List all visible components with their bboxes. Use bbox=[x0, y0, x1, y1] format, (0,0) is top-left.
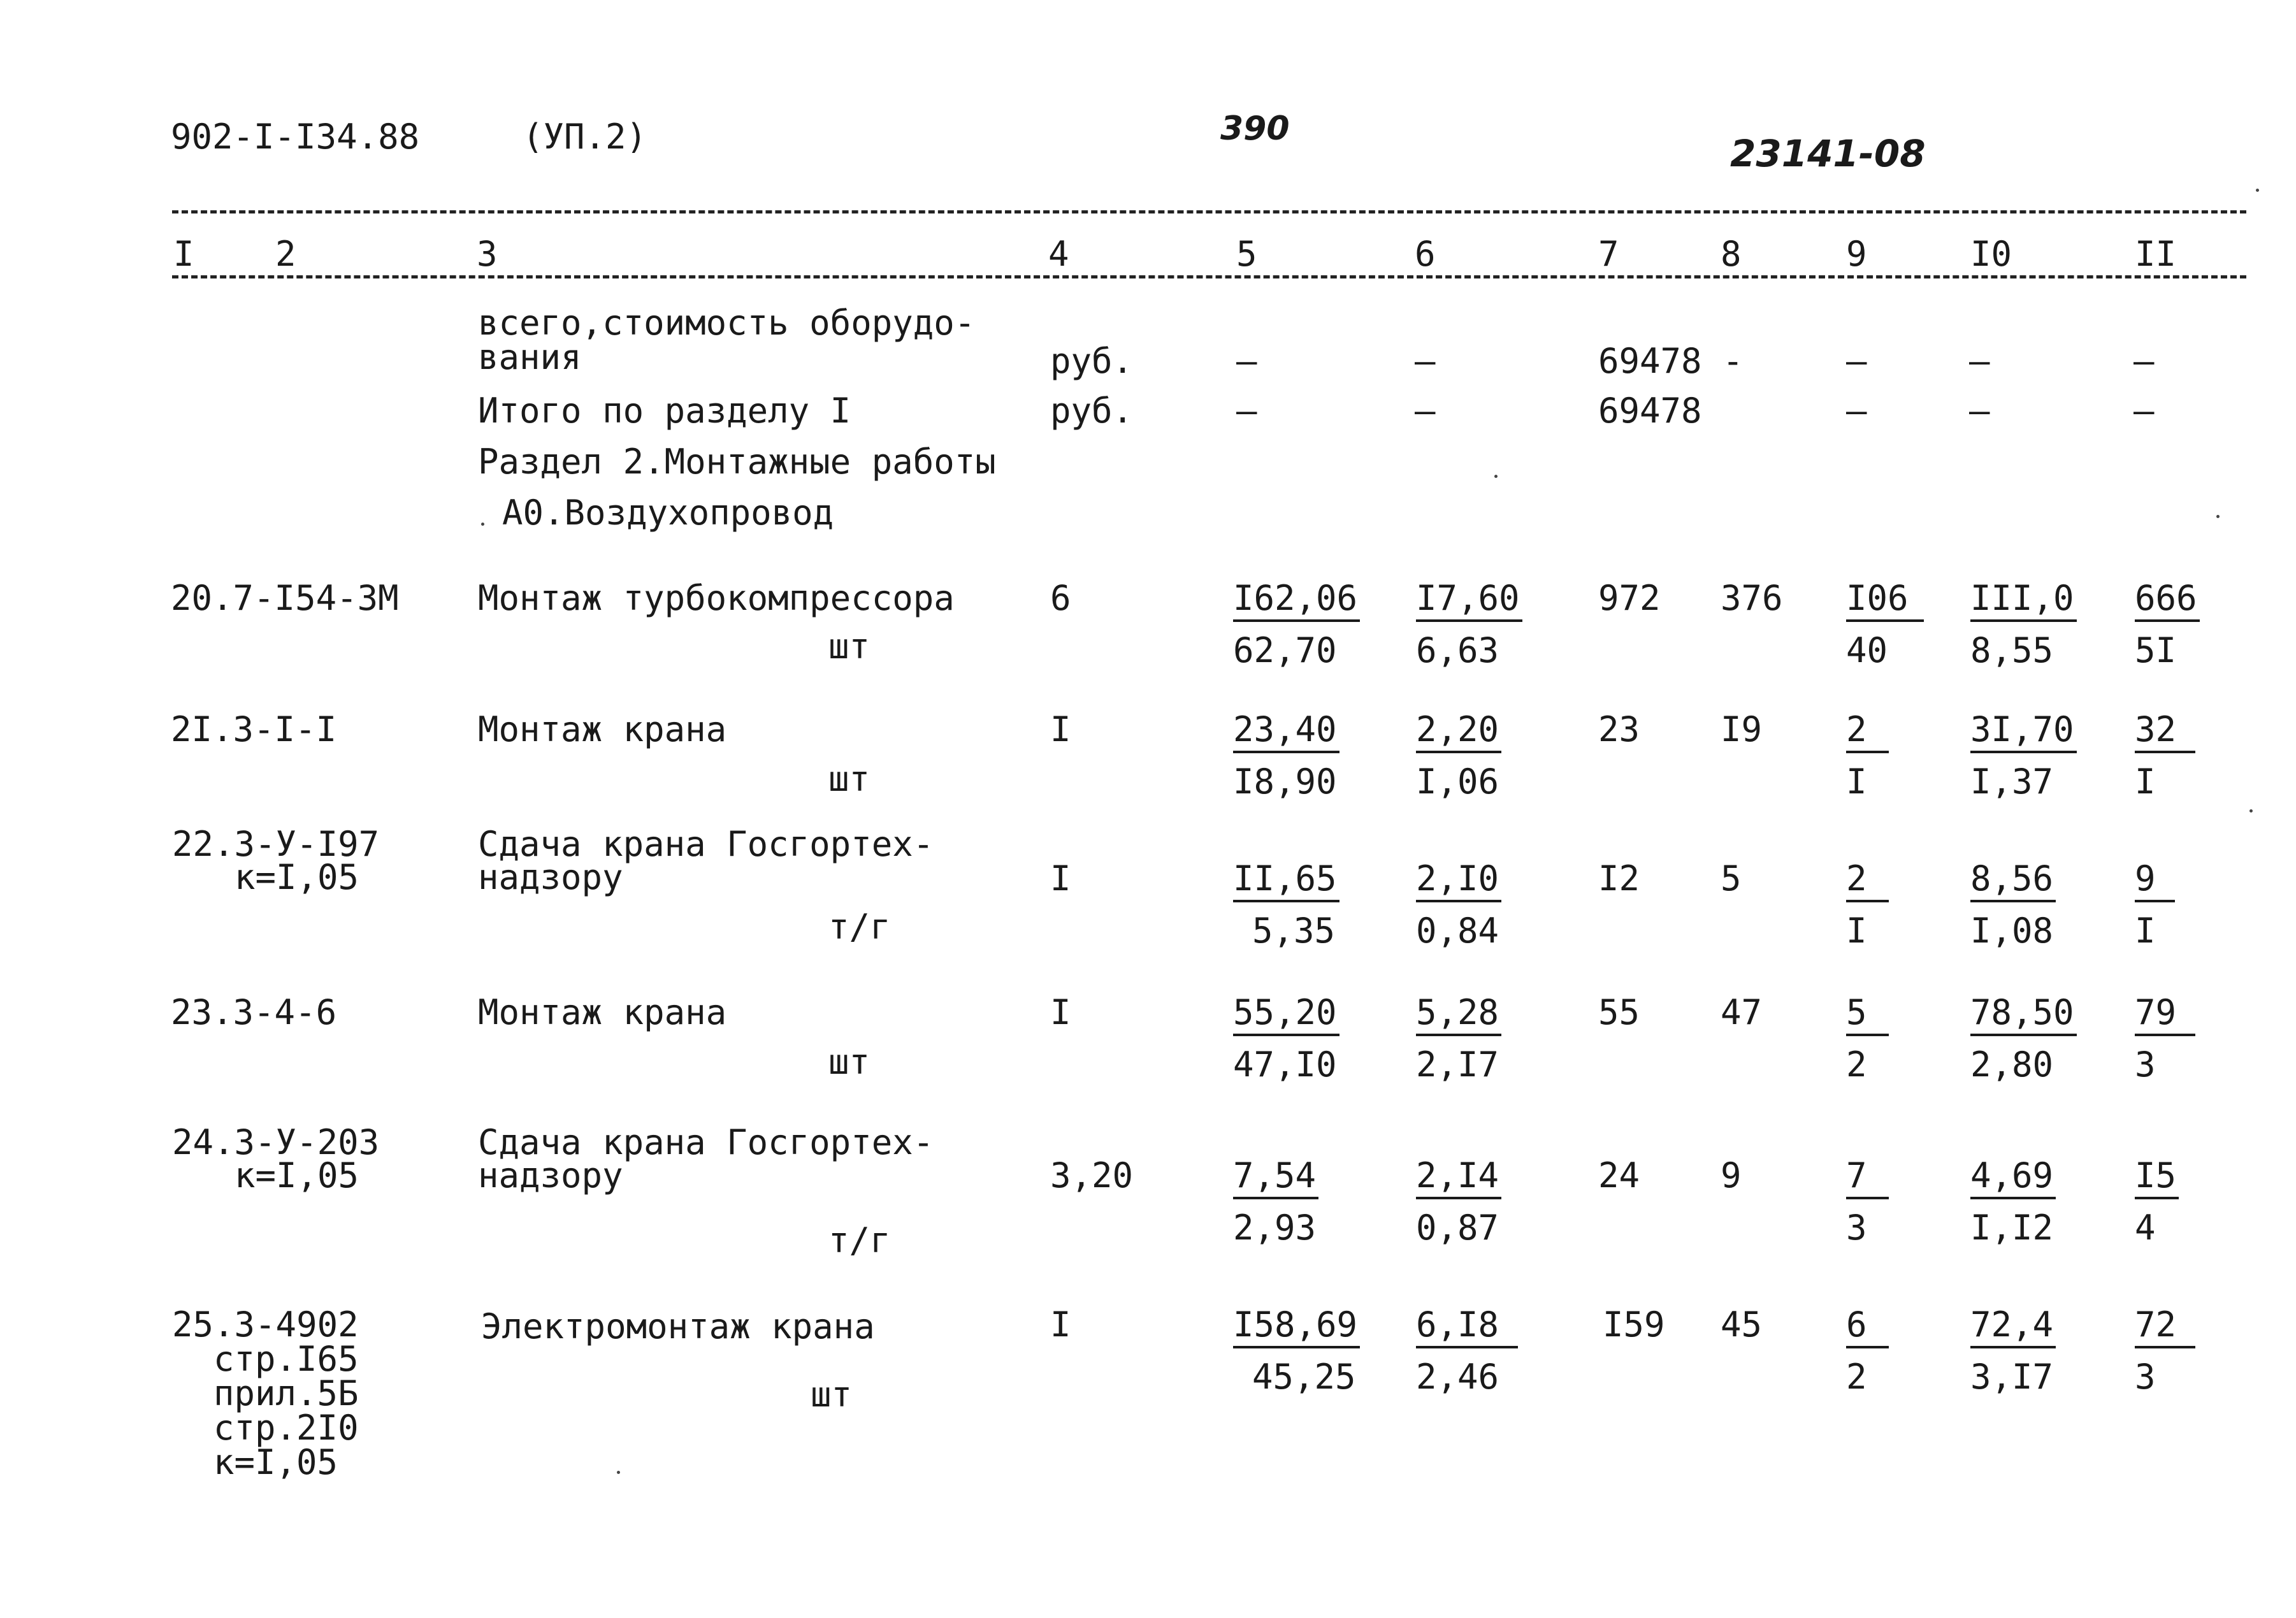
col11-top: I5 bbox=[2135, 1159, 2179, 1199]
equipment-total-c11: – bbox=[2134, 341, 2155, 381]
section-total-c5: – bbox=[1236, 391, 1257, 431]
row-col10 bbox=[1970, 578, 2077, 670]
col9-bottom: I bbox=[1846, 911, 1867, 951]
equipment-total-c7: 69478 - bbox=[1598, 341, 1744, 381]
col9-bottom: 2 bbox=[1846, 1357, 1867, 1397]
row-quantity: I bbox=[1050, 1304, 1071, 1345]
col6-bottom: 0,87 bbox=[1416, 1208, 1499, 1248]
col5-bottom: I8,90 bbox=[1233, 762, 1337, 802]
col6-bottom: 2,I7 bbox=[1416, 1044, 1499, 1085]
col5-bottom: 62,70 bbox=[1233, 630, 1337, 670]
col5-bottom: 2,93 bbox=[1233, 1208, 1317, 1248]
scan-speck bbox=[2249, 809, 2253, 813]
col9-top: 6 bbox=[1846, 1308, 1889, 1348]
row-code-coefficient: к=I,05 bbox=[213, 1442, 338, 1482]
row-col9 bbox=[1846, 709, 1889, 802]
row-col11 bbox=[2135, 1304, 2195, 1397]
col6-top: 6,I8 bbox=[1416, 1308, 1518, 1348]
col6-top: 2,I0 bbox=[1416, 862, 1501, 902]
row-unit: шт bbox=[828, 1042, 870, 1082]
row-code: 24.3-У-203 bbox=[172, 1122, 380, 1162]
col5-top: 7,54 bbox=[1233, 1159, 1318, 1199]
row-col10 bbox=[1970, 709, 2077, 802]
row-code-page-ref: стр.I65 bbox=[213, 1339, 359, 1379]
row-unit: шт bbox=[828, 759, 870, 799]
row-code: 22.3-У-I97 bbox=[172, 824, 380, 864]
row-col8: 9 bbox=[1721, 1155, 1742, 1195]
section-total-c11: – bbox=[2134, 391, 2155, 431]
row-name-cont: надзору bbox=[478, 1155, 623, 1195]
row-unit: шт bbox=[828, 626, 870, 667]
col9-top: 7 bbox=[1846, 1159, 1889, 1199]
col10-top: 78,50 bbox=[1970, 995, 2077, 1036]
col5-top: I58,69 bbox=[1233, 1308, 1360, 1348]
row-col9 bbox=[1846, 992, 1889, 1085]
section-total-label: Итого по разделу I bbox=[478, 391, 851, 431]
section-total-c10: – bbox=[1969, 391, 1990, 431]
document-code: 902-I-I34.88 bbox=[171, 117, 420, 157]
row-name: Сдача крана Госгортех- bbox=[478, 824, 934, 864]
row-col5 bbox=[1233, 992, 1339, 1085]
col6-bottom: I,06 bbox=[1416, 762, 1499, 802]
col5-top: 23,40 bbox=[1233, 712, 1339, 753]
row-col5 bbox=[1233, 858, 1339, 951]
header-divider bbox=[172, 210, 2246, 213]
col9-bottom: 2 bbox=[1846, 1044, 1867, 1085]
row-col8: 5 bbox=[1721, 858, 1742, 899]
col11-bottom: I bbox=[2135, 762, 2156, 802]
row-col11 bbox=[2135, 578, 2200, 670]
subsection-title: А0.Воздухопровод bbox=[502, 493, 834, 533]
column-header-9: 9 bbox=[1846, 234, 1867, 274]
col10-top: III,0 bbox=[1970, 581, 2077, 622]
col5-bottom: 45,25 bbox=[1252, 1357, 1356, 1397]
section-2-title: Раздел 2.Монтажные работы bbox=[478, 442, 996, 482]
col10-top: 8,56 bbox=[1970, 862, 2056, 902]
row-col8: I9 bbox=[1721, 709, 1763, 749]
col6-top: 2,20 bbox=[1416, 712, 1501, 753]
row-col6 bbox=[1416, 709, 1501, 802]
equipment-total-c6: – bbox=[1415, 341, 1436, 381]
col11-bottom: I bbox=[2135, 911, 2156, 951]
col6-top: I7,60 bbox=[1416, 581, 1522, 622]
col9-bottom: 3 bbox=[1846, 1208, 1867, 1248]
section-total-c9: – bbox=[1846, 391, 1867, 431]
section-total-c6: – bbox=[1415, 391, 1436, 431]
equipment-total-c10: – bbox=[1969, 341, 1990, 381]
equipment-total-label: всего,стоимость оборудо- bbox=[478, 303, 976, 343]
scan-speck bbox=[2216, 515, 2220, 518]
column-header-3: 3 bbox=[477, 234, 498, 274]
row-col11 bbox=[2135, 992, 2195, 1085]
row-col7: 24 bbox=[1598, 1155, 1640, 1195]
row-col7: 23 bbox=[1598, 709, 1640, 749]
row-code-appendix: прил.5Б bbox=[213, 1373, 359, 1413]
row-col8: 45 bbox=[1721, 1304, 1763, 1345]
column-header-7: 7 bbox=[1598, 234, 1619, 274]
row-col5 bbox=[1233, 1304, 1360, 1397]
row-name: Монтаж крана bbox=[478, 709, 727, 749]
col11-bottom: 4 bbox=[2135, 1208, 2156, 1248]
col10-bottom: I,08 bbox=[1970, 911, 2054, 951]
row-col6 bbox=[1416, 1304, 1518, 1397]
row-name-cont: надзору bbox=[478, 857, 623, 897]
col9-top: 2 bbox=[1846, 712, 1889, 753]
row-col11 bbox=[2135, 858, 2175, 951]
col11-bottom: 3 bbox=[2135, 1357, 2156, 1397]
col11-bottom: 5I bbox=[2135, 630, 2177, 670]
col9-bottom: 40 bbox=[1846, 630, 1888, 670]
column-header-10: I0 bbox=[1970, 234, 2012, 274]
row-col7: I59 bbox=[1603, 1304, 1665, 1345]
col6-bottom: 0,84 bbox=[1416, 911, 1499, 951]
column-header-2: 2 bbox=[275, 234, 296, 274]
col6-bottom: 2,46 bbox=[1416, 1357, 1499, 1397]
col6-top: 2,I4 bbox=[1416, 1159, 1501, 1199]
row-col9 bbox=[1846, 578, 1924, 670]
row-col5 bbox=[1233, 578, 1360, 670]
row-name: Монтаж турбокомпрессора bbox=[478, 578, 955, 618]
row-col10 bbox=[1970, 1304, 2056, 1397]
row-quantity: I bbox=[1050, 858, 1071, 899]
col11-top: 666 bbox=[2135, 581, 2200, 622]
sheet-reference: (УП.2) bbox=[523, 117, 647, 157]
col10-bottom: I,I2 bbox=[1970, 1208, 2054, 1248]
scan-speck bbox=[2256, 189, 2259, 192]
col11-top: 79 bbox=[2135, 995, 2195, 1036]
row-code: 20.7-I54-3М bbox=[171, 578, 399, 618]
row-col10 bbox=[1970, 992, 2077, 1085]
column-header-8: 8 bbox=[1721, 234, 1742, 274]
row-col5 bbox=[1233, 1155, 1318, 1248]
col9-top: I06 bbox=[1846, 581, 1924, 622]
archive-number: 23141-08 bbox=[1730, 132, 1926, 175]
row-quantity: I bbox=[1050, 992, 1071, 1032]
col5-top: II,65 bbox=[1233, 862, 1339, 902]
stray-mark bbox=[481, 523, 484, 526]
scan-speck bbox=[1494, 475, 1498, 478]
column-header-divider bbox=[172, 275, 2246, 278]
row-name: Электромонтаж крана bbox=[481, 1306, 875, 1347]
row-code-coefficient: к=I,05 bbox=[235, 1155, 359, 1195]
row-unit: т/г bbox=[828, 907, 891, 947]
section-total-unit: руб. bbox=[1050, 391, 1134, 431]
col10-bottom: 8,55 bbox=[1970, 630, 2054, 670]
row-code: 2I.3-I-I bbox=[171, 709, 337, 749]
row-col9 bbox=[1846, 858, 1889, 951]
row-col5 bbox=[1233, 709, 1339, 802]
column-header-6: 6 bbox=[1415, 234, 1436, 274]
row-quantity: 3,20 bbox=[1050, 1155, 1134, 1195]
row-unit: шт bbox=[811, 1375, 853, 1415]
row-col11 bbox=[2135, 1155, 2179, 1248]
row-col10 bbox=[1970, 1155, 2056, 1248]
col5-top: I62,06 bbox=[1233, 581, 1360, 622]
row-name: Монтаж крана bbox=[478, 992, 727, 1032]
row-col8: 47 bbox=[1721, 992, 1763, 1032]
col10-top: 4,69 bbox=[1970, 1159, 2056, 1199]
row-col7: I2 bbox=[1598, 858, 1640, 899]
row-col6 bbox=[1416, 1155, 1501, 1248]
col11-top: 9 bbox=[2135, 862, 2175, 902]
column-header-1: I bbox=[173, 234, 194, 274]
row-col9 bbox=[1846, 1304, 1889, 1397]
row-name: Сдача крана Госгортех- bbox=[478, 1122, 934, 1162]
row-quantity: I bbox=[1050, 709, 1071, 749]
section-total-c7: 69478 bbox=[1598, 391, 1702, 431]
column-header-5: 5 bbox=[1236, 234, 1257, 274]
col11-top: 72 bbox=[2135, 1308, 2195, 1348]
row-col6 bbox=[1416, 858, 1501, 951]
row-unit: т/г bbox=[828, 1220, 891, 1260]
col11-top: 32 bbox=[2135, 712, 2195, 753]
col9-top: 5 bbox=[1846, 995, 1889, 1036]
row-col8: 376 bbox=[1721, 578, 1783, 618]
row-col6 bbox=[1416, 578, 1522, 670]
equipment-total-c5: – bbox=[1236, 341, 1257, 381]
column-header-4: 4 bbox=[1048, 234, 1069, 274]
equipment-total-unit: руб. bbox=[1050, 341, 1134, 381]
col9-bottom: I bbox=[1846, 762, 1867, 802]
row-col10 bbox=[1970, 858, 2056, 951]
col10-bottom: 2,80 bbox=[1970, 1044, 2054, 1085]
equipment-total-label-cont: вания bbox=[478, 337, 582, 377]
col10-bottom: 3,I7 bbox=[1970, 1357, 2054, 1397]
col6-bottom: 6,63 bbox=[1416, 630, 1499, 670]
col10-top: 72,4 bbox=[1970, 1308, 2056, 1348]
row-quantity: 6 bbox=[1050, 578, 1071, 618]
row-col9 bbox=[1846, 1155, 1889, 1248]
row-col7: 55 bbox=[1598, 992, 1640, 1032]
col5-bottom: 5,35 bbox=[1252, 911, 1336, 951]
col9-top: 2 bbox=[1846, 862, 1889, 902]
equipment-total-c9: – bbox=[1846, 341, 1867, 381]
page-number: 390 bbox=[1220, 110, 1290, 148]
column-header-11: II bbox=[2135, 234, 2177, 274]
col11-bottom: 3 bbox=[2135, 1044, 2156, 1085]
col5-top: 55,20 bbox=[1233, 995, 1339, 1036]
row-code: 23.3-4-6 bbox=[171, 992, 337, 1032]
row-col7: 972 bbox=[1598, 578, 1661, 618]
row-code-page-ref-2: стр.2I0 bbox=[213, 1408, 359, 1448]
col5-bottom: 47,I0 bbox=[1233, 1044, 1337, 1085]
row-code-coefficient: к=I,05 bbox=[235, 857, 359, 897]
col6-top: 5,28 bbox=[1416, 995, 1501, 1036]
row-col6 bbox=[1416, 992, 1501, 1085]
col10-bottom: I,37 bbox=[1970, 762, 2054, 802]
scan-speck bbox=[617, 1471, 620, 1474]
col10-top: 3I,70 bbox=[1970, 712, 2077, 753]
row-code: 25.3-4902 bbox=[172, 1304, 359, 1345]
row-col11 bbox=[2135, 709, 2195, 802]
